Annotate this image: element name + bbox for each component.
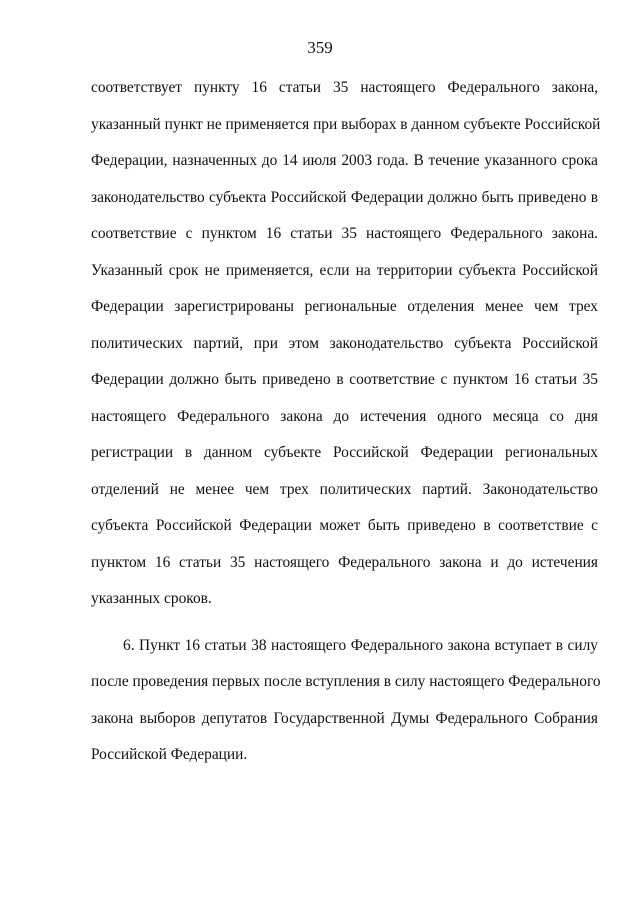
text-line: политических партий, при этом законодательство субъекта Российской — [91, 334, 598, 352]
text-line: соответствует пункту 16 статьи 35 настоящего Федерального закона, — [91, 79, 598, 96]
text-line: указанный пункт не применяется при выборах в данном субъекте Российской — [91, 115, 601, 133]
document-body — [91, 74, 601, 778]
text-line: Федерации должно быть приведено в соответствие с пунктом 16 статьи 35 — [91, 371, 598, 388]
text-line: регистрации в данном субъекте Российской Федерации региональных — [91, 444, 598, 461]
text-line: отделений не менее чем трех политических партий. Законодательство — [91, 480, 598, 498]
paragraph-gap — [91, 622, 598, 632]
text-line: законодательство субъекта Российской Федерации должно быть приведено в — [91, 188, 598, 206]
text-line: указанных сроков. — [91, 590, 212, 607]
paragraph-continuation — [91, 74, 601, 622]
text-line: соответствие с пунктом 16 статьи 35 настоящего Федерального закона. — [91, 225, 598, 242]
text-line: Российской Федерации. — [91, 746, 248, 763]
text-line: после проведения первых после вступления в силу настоящего Федерального — [91, 673, 601, 690]
text-line: пунктом 16 статьи 35 настоящего Федерального закона и до истечения — [91, 553, 598, 571]
text-line: настоящего Федерального закона до истечения одного месяца со дня — [91, 407, 598, 425]
text-line: Указанный срок не применяется, если на территории субъекта Российской — [91, 261, 598, 279]
page-number: 359 — [307, 38, 333, 57]
text-line: Федерации зарегистрированы региональные отделения менее чем трех — [91, 298, 598, 315]
paragraph-item-6 — [91, 632, 601, 778]
text-line: субъекта Российской Федерации может быть приведено в соответствие с — [91, 517, 598, 534]
text-line: Федерации, назначенных до 14 июля 2003 года. В течение указанного срока — [91, 152, 598, 169]
text-line: 6. Пункт 16 статьи 38 настоящего Федерального закона вступает в силу — [123, 636, 598, 654]
text-line: закона выборов депутатов Государственной Думы Федерального Собрания — [91, 709, 598, 727]
